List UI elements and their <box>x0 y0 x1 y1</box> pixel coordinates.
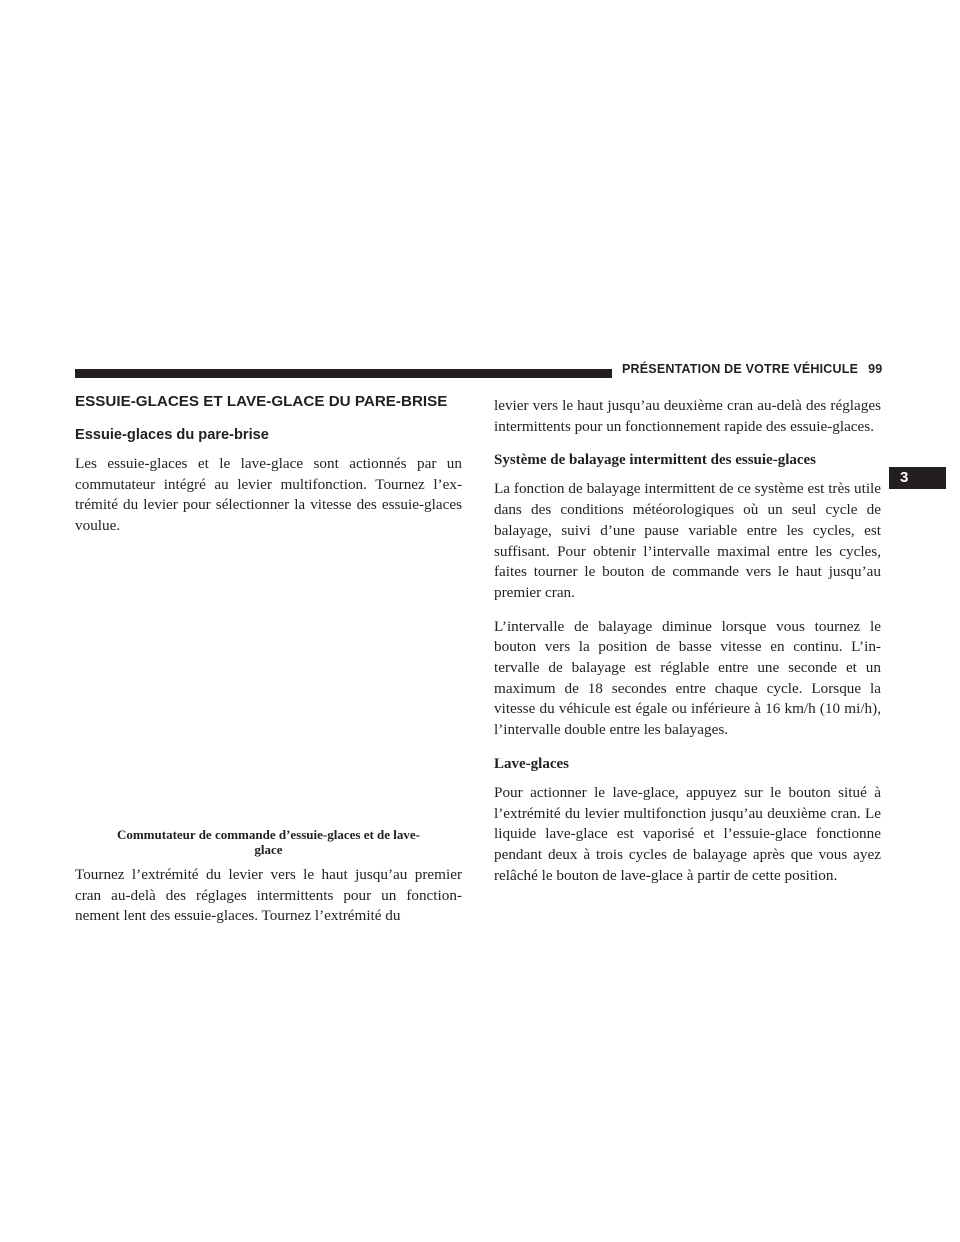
section-title: PRÉSENTATION DE VOTRE VÉHICULE <box>622 362 859 376</box>
body-paragraph: L’intervalle de balayage diminue lorsque vous tournez le bouton vers la position de basse vitesse en continu. L’in-tervalle de balayage est réglable entre une seconde et un maximum de 18 secondes entre chaque cycle. Lorsque la vitesse du véhicule est égale ou inférieure à 16 km/h (10 mi/h), l’intervalle double entre les balayages. <box>494 617 881 739</box>
page-number: 99 <box>868 362 883 376</box>
body-paragraph: levier vers le haut jusqu’au deuxième cran au-delà des réglages intermittents pour un fonctionnement rapide des essuie-glaces. <box>494 397 881 435</box>
body-paragraph: La fonction de balayage intermittent de ce système est très utile dans des conditions météorologiques où un seul cycle de balayage, suivi d’une pause variable entre les cycles, est suffisant. Pour obtenir l’intervalle maximal entre les cycles, faites tourner le bouton de commande vers le haut jusqu’au premier cran. <box>494 480 881 601</box>
section-heading: ESSUIE-GLACES ET LAVE-GLACE DU PARE-BRISE <box>75 393 448 410</box>
running-header <box>622 362 882 376</box>
header-rule <box>75 369 612 378</box>
figure-caption: Commutateur de commande d’essuie-glaces et de lave-glace <box>116 826 421 858</box>
figure-placeholder <box>75 550 462 827</box>
body-paragraph: Tournez l’extrémité du levier vers le haut jusqu’au premier cran au-delà des réglages intermittents pour un fonction-nement lent des essuie-glaces. Tournez l’extrémité du <box>75 865 462 925</box>
right-column <box>494 392 881 899</box>
subsection-heading: Essuie-glaces du pare-brise <box>75 427 269 443</box>
body-paragraph: Les essuie-glaces et le lave-glace sont actionnés par un commutateur intégré au levier multifonction. Tournez l’ex-trémité du levier pour sélectionner la vitesse des essuie-glaces voulue. <box>75 455 462 535</box>
chapter-tab: 3 <box>889 467 946 489</box>
body-paragraph: Pour actionner le lave-glace, appuyez sur le bouton situé à l’extrémité du levier multifonction jusqu’au deuxième cran. Le liquide lave-glace est vaporisé et l’essuie-glace fonctionne pendant deux à trois cycles de balayage après que vous ayez relâché le bouton de lave-glace à partir de cette position. <box>494 783 881 884</box>
subsection-heading: Système de balayage intermittent des essuie-glaces <box>494 452 817 469</box>
left-column <box>75 392 462 940</box>
subsection-heading: Lave-glaces <box>494 755 569 772</box>
